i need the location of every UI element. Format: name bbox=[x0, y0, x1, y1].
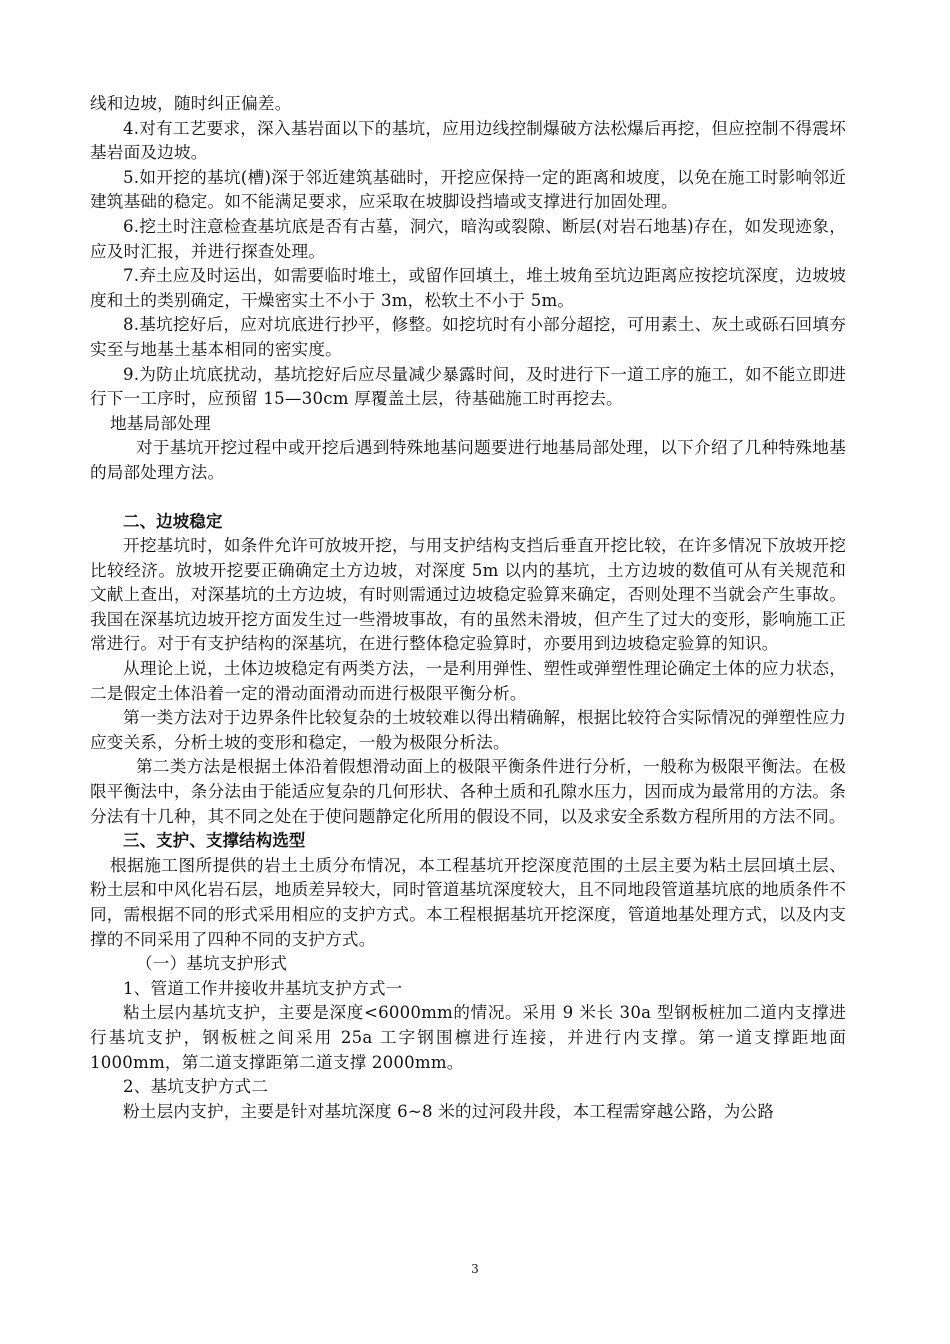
subheading-support-form: （一）基坑支护形式 bbox=[136, 954, 288, 974]
paragraph-method-one: 第一类方法对于边界条件比较复杂的土坡较难以得出精确解，根据比较符合实际情况的弹塑性应力应变关系，分析土坡的变形和稳定，一般为极限分析法。 bbox=[90, 708, 846, 752]
paragraph-item-8: 8.基坑挖好后，应对坑底进行抄平，修整。如挖坑时有小部分超挖，可用素土、灰土或砾石回填夯实至与地基土基本相同的密实度。 bbox=[90, 315, 846, 359]
paragraph-item-9: 9.为防止坑底扰动，基坑挖好后应尽量减少暴露时间，及时进行下一道工序的施工，如不能立即进行下一工序时，应预留 15—30cm 厚覆盖土层，待基础施工时再挖去。 bbox=[90, 364, 846, 409]
subheading-support-method-2: 2、基坑支护方式二 bbox=[123, 1077, 269, 1097]
paragraph-item-7: 7.弃土应及时运出，如需要临时堆土，或留作回填土，堆土坡角至坑边距离应按挖坑深度，边坡坡度和土的类别确定，干燥密实土不小于 3m，松软土不小于 5m。 bbox=[90, 266, 846, 310]
paragraph-item-5: 5.如开挖的基坑(槽)深于邻近建筑基础时，开挖应保持一定的距离和坡度，以免在施工时影响邻近建筑基础的稳定。如不能满足要求，应采取在坡脚设挡墙或支撑进行加固处理。 bbox=[90, 167, 846, 212]
paragraph-continuation: 线和边坡，随时纠正偏差。 bbox=[90, 94, 292, 113]
paragraph-slope-intro: 开挖基坑时，如条件允许可放坡开挖，与用支护结构支挡后垂直开挖比较，在许多情况下放坡开挖比较经济。放坡开挖要正确确定土方边坡，对深度 5m 以内的基坑，土方边坡的数值可从有关规范和文献上查出，对深基坑的土方边坡，有时则需通过边坡稳定验算来确定，否则处理不当就会产生事故。我国在深基坑边坡开挖方面发生过一些滑坡事故，有的虽然未滑坡，但产生了过大的变形，影响施工正常进行。对于有支护结构的深基坑，在进行整体稳定验算时，亦要用到边坡稳定验算的知识。 bbox=[90, 536, 846, 654]
paragraph-slope-theory: 从理论上说，土体边坡稳定有两类方法，一是利用弹性、塑性或弹塑性理论确定土体的应力状态，二是假定土体沿着一定的滑动面滑动而进行极限平衡分析。 bbox=[90, 659, 846, 703]
section-heading-support-selection: 三、支护、支撑结构选型 bbox=[123, 831, 306, 851]
paragraph-support-intro: 根据施工图所提供的岩土土质分布情况，本工程基坑开挖深度范围的土层主要为粘土层回填土层、粉土层和中风化岩石层，地质差异较大，同时管道基坑深度较大，且不同地段管道基坑底的地质条件不同，需根据不同的形式采用相应的支护方式。本工程根据基坑开挖深度，管道地基处理方式，以及内支撑的不同采用了四种不同的支护方式。 bbox=[90, 855, 846, 949]
document-body bbox=[90, 92, 846, 1124]
page-number: 3 bbox=[471, 1262, 479, 1276]
section-heading-slope-stability: 二、边坡稳定 bbox=[123, 511, 223, 531]
subheading-local-treatment: 地基局部处理 bbox=[110, 413, 211, 433]
paragraph-item-4: 4.对有工艺要求，深入基岩面以下的基坑，应用边线控制爆破方法松爆后再挖，但应控制不得震坏基岩面及边坡。 bbox=[90, 118, 846, 163]
paragraph-support-method-1: 粘土层内基坑支护，主要是深度<6000mm的情况。采用 9 米长 30a 型钢板桩加二道内支撑进行基坑支护，钢板桩之间采用 25a 工字钢围檩进行连接，并进行内支撑。第一道支撑距地面 1000mm，第二道支撑距第二道支撑 2000mm。 bbox=[90, 1003, 846, 1072]
paragraph-method-two: 第二类方法是根据土体沿着假想滑动面上的极限平衡条件进行分析，一般称为极限平衡法。在极限平衡法中，条分法由于能适应复杂的几何形状、各种土质和孔隙水压力，因而成为最常用的方法。条分法有十几种，其不同之处在于使问题静定化所用的假设不同，以及求安全系数方程所用的方法不同。 bbox=[90, 757, 846, 826]
subheading-support-method-1: 1、管道工作井接收井基坑支护方式一 bbox=[123, 978, 403, 998]
paragraph-local-treatment: 对于基坑开挖过程中或开挖后遇到特殊地基问题要进行地基局部处理，以下介绍了几种特殊地基的局部处理方法。 bbox=[90, 438, 846, 482]
paragraph-support-method-2: 粉土层内支护，主要是针对基坑深度 6~8 米的过河段井段，本工程需穿越公路，为公路 bbox=[123, 1101, 775, 1121]
spacer bbox=[90, 486, 846, 510]
paragraph-item-6: 6.挖土时注意检查基坑底是否有古墓，洞穴，暗沟或裂隙、断层(对岩石地基)存在，如发现迹象，应及时汇报，并进行探查处理。 bbox=[90, 216, 846, 261]
